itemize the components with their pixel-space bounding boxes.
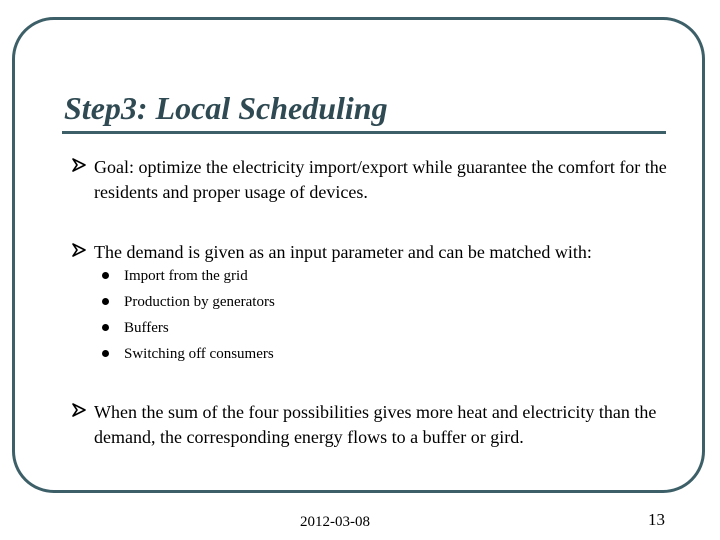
sub-item-text: Import from the grid: [124, 268, 248, 284]
dot-bullet-icon: [102, 272, 109, 279]
title-underline: [62, 131, 666, 134]
sub-item-text: Switching off consumers: [124, 346, 274, 362]
footer-date: 2012-03-08: [300, 514, 370, 530]
bullet-text: The demand is given as an input parameter and can be matched with:: [94, 242, 592, 262]
dot-bullet-icon: [102, 324, 109, 331]
dot-bullet-icon: [102, 350, 109, 357]
sub-item-text: Production by generators: [124, 294, 275, 310]
bullet-text: When the sum of the four possibilities gives more heat and electricity than the demand, the corresponding energy flows to a buffer or gird.: [94, 402, 657, 447]
bullet-text: Goal: optimize the electricity import/export while guarantee the comfort for the residents and proper usage of devices.: [94, 157, 667, 202]
slide-title: Step3: Local Scheduling: [64, 90, 388, 126]
page-number: 13: [648, 510, 665, 529]
sub-item-text: Buffers: [124, 320, 169, 336]
arrow-bullet-icon: [72, 403, 86, 417]
arrow-bullet-icon: [72, 243, 86, 257]
dot-bullet-icon: [102, 298, 109, 305]
arrow-bullet-icon: [72, 158, 86, 172]
